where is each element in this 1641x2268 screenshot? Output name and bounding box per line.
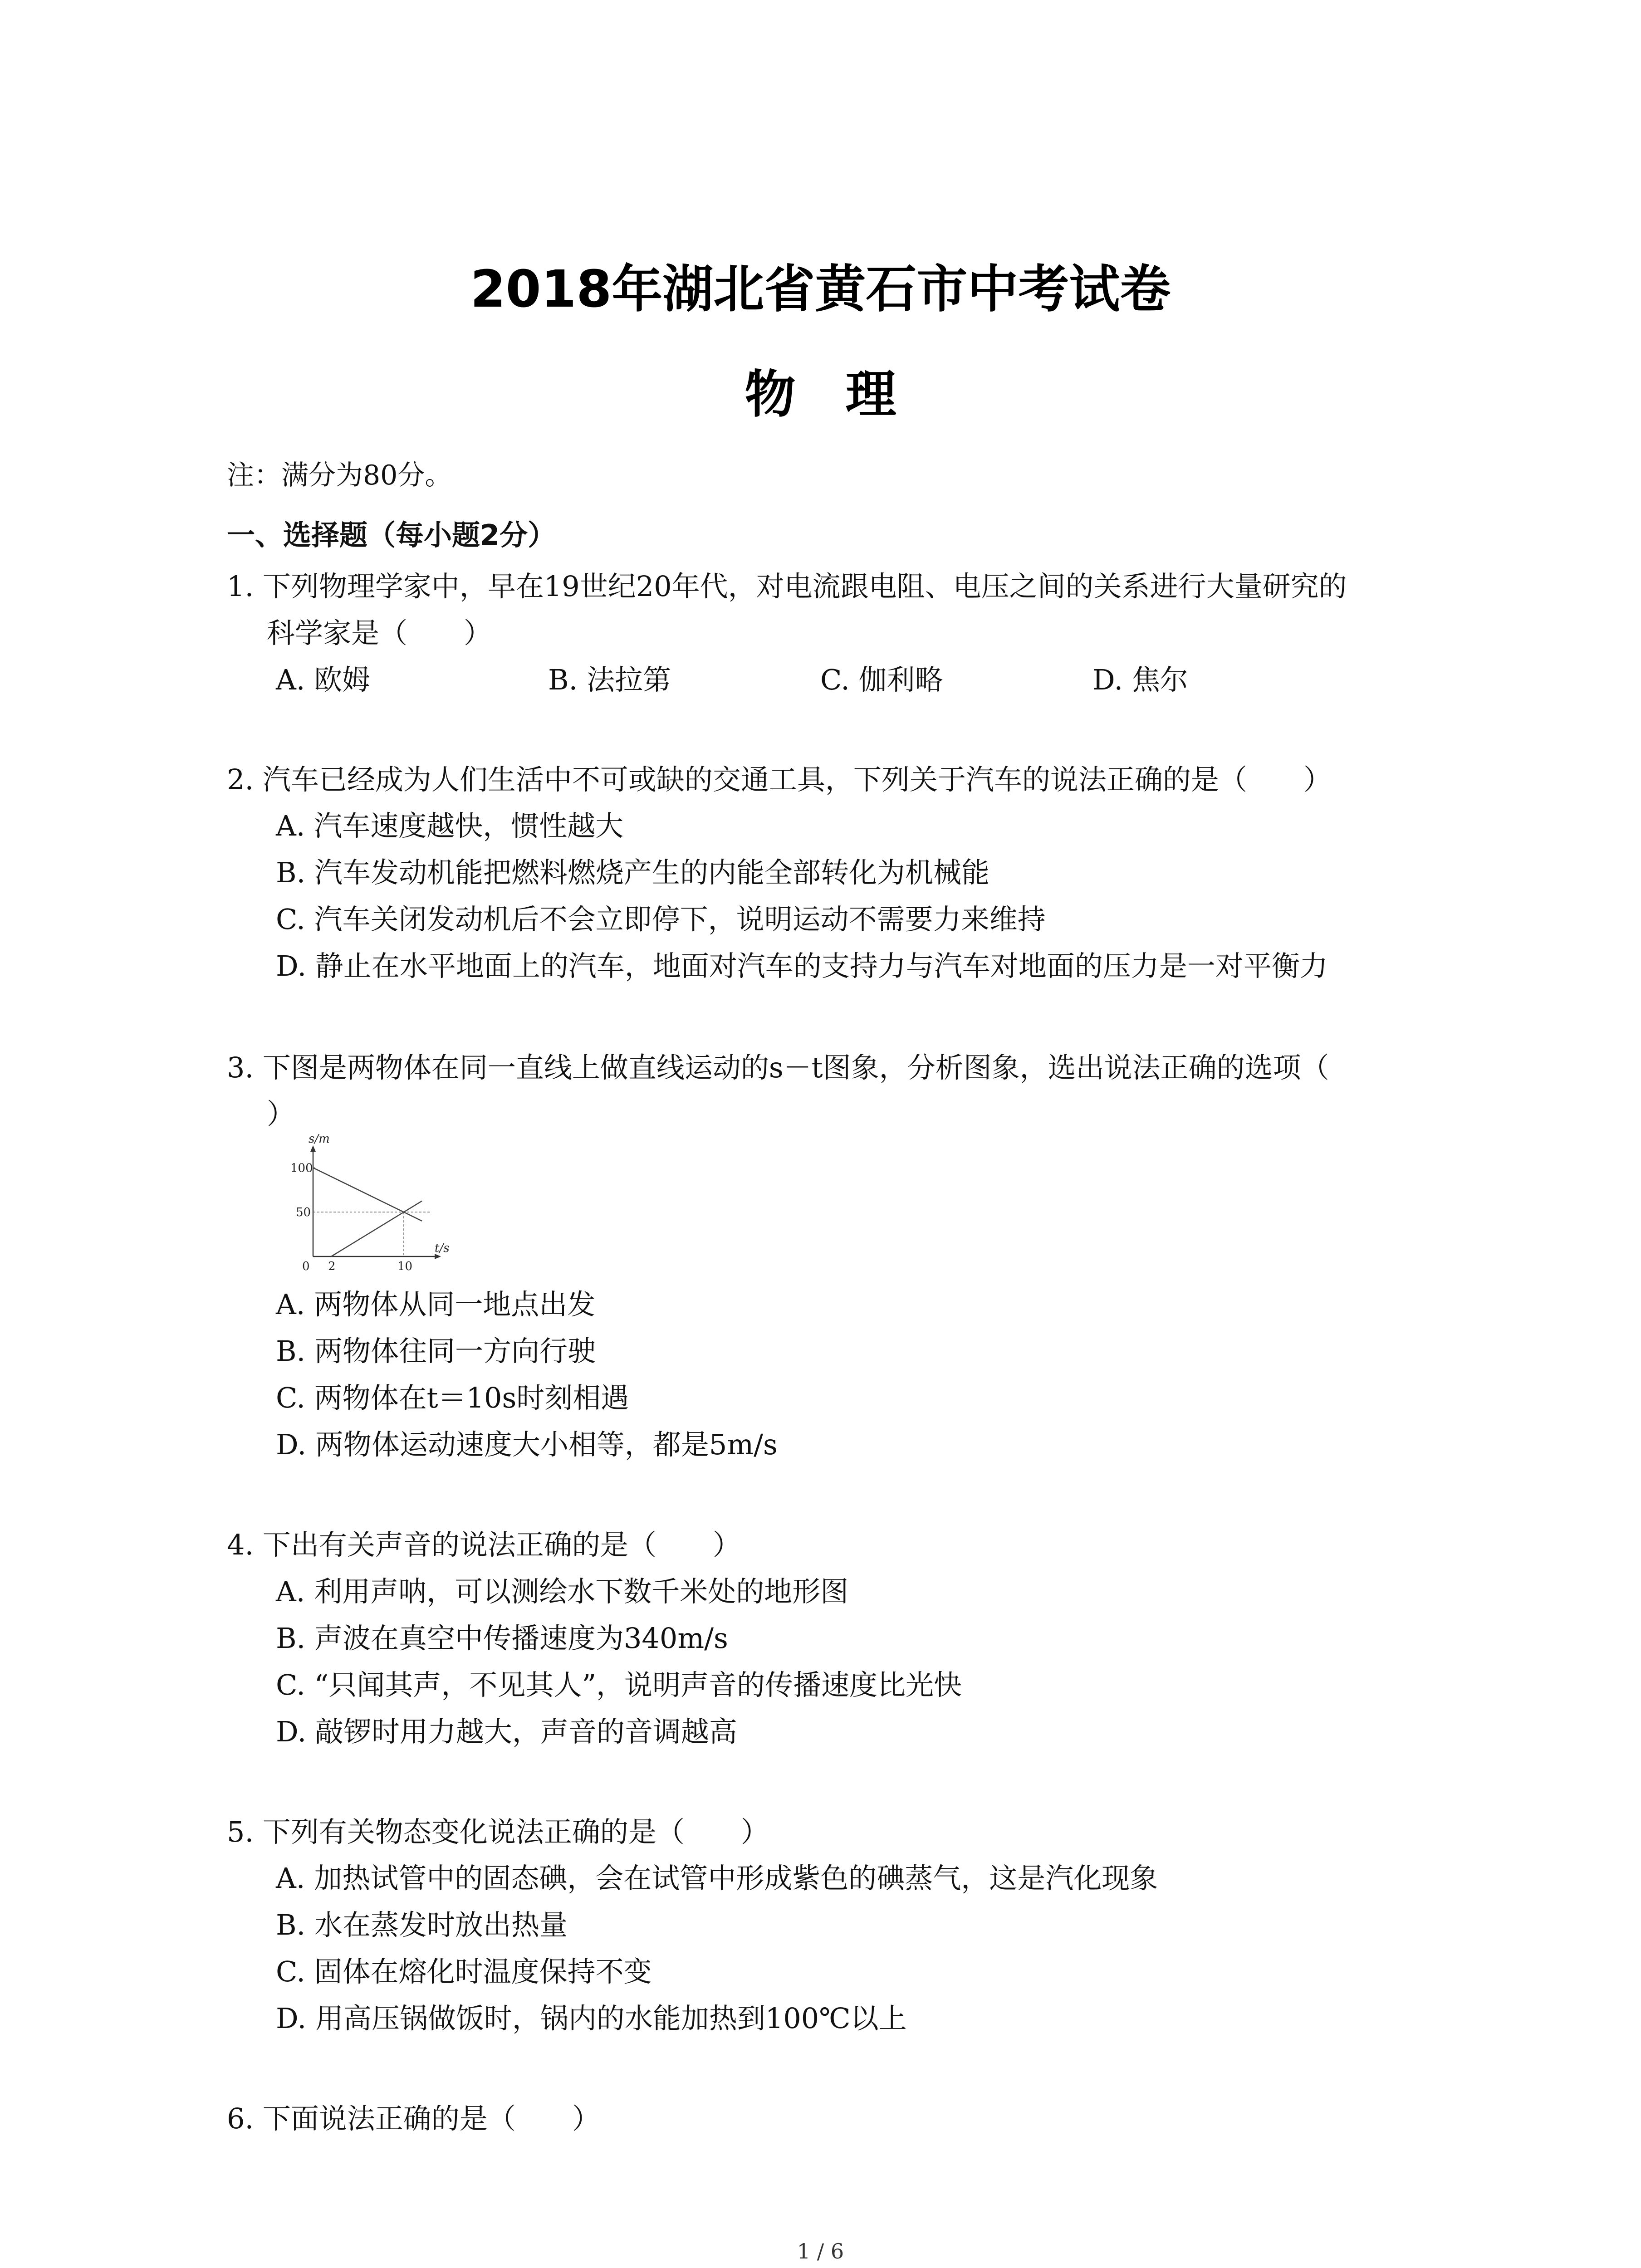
x-axis-label: t/s bbox=[435, 1242, 450, 1255]
q5-option-b: B. 水在蒸发时放出热量 bbox=[276, 1908, 568, 1941]
q2-option-c: C. 汽车关闭发动机后不会立即停下，说明运动不需要力来维持 bbox=[276, 903, 1046, 936]
q2-stem: 2. 汽车已经成为人们生活中不可或缺的交通工具，下列关于汽车的说法正确的是（ ） bbox=[227, 763, 1332, 796]
series-line-1 bbox=[313, 1168, 422, 1221]
q4-option-a: A. 利用声呐，可以测绘水下数千米处的地形图 bbox=[276, 1575, 849, 1608]
x-tick-label: 10 bbox=[397, 1260, 413, 1273]
x-tick-label: 0 bbox=[302, 1260, 310, 1273]
series-line-2 bbox=[331, 1201, 422, 1256]
q5-option-c: C. 固体在熔化时温度保持不变 bbox=[276, 1955, 652, 1988]
y-axis-label: s/m bbox=[309, 1132, 330, 1146]
q1-stem-line1: 1. 下列物理学家中，早在19世纪20年代，对电流跟电阻、电压之间的关系进行大量研究的 bbox=[227, 570, 1347, 603]
q1-option-a: A. 欧姆 bbox=[276, 663, 371, 696]
q1-option-d: D. 焦尔 bbox=[1092, 663, 1188, 696]
st-graph bbox=[289, 1132, 450, 1275]
q5-option-a: A. 加热试管中的固态碘，会在试管中形成紫色的碘蒸气，这是汽化现象 bbox=[276, 1862, 1158, 1895]
exam-title: 2018年湖北省黄石市中考试卷 bbox=[470, 260, 1171, 319]
y-tick-label: 50 bbox=[296, 1206, 311, 1220]
x-tick-label: 2 bbox=[328, 1260, 336, 1273]
section-heading: 一、选择题（每小题2分） bbox=[227, 518, 556, 552]
q5-option-d: D. 用高压锅做饭时，锅内的水能加热到100℃以上 bbox=[276, 2002, 907, 2035]
q1-option-c: C. 伽利略 bbox=[820, 663, 943, 696]
q3-option-c: C. 两物体在t＝10s时刻相遇 bbox=[276, 1381, 629, 1414]
page-number: 1 / 6 bbox=[797, 2239, 844, 2263]
q4-option-b: B. 声波在真空中传播速度为340m/s bbox=[276, 1622, 728, 1655]
q3-option-d: D. 两物体运动速度大小相等，都是5m/s bbox=[276, 1428, 778, 1461]
q4-option-c: C. “只闻其声，不见其人”，说明声音的传播速度比光快 bbox=[276, 1668, 962, 1701]
y-tick-label: 100 bbox=[290, 1161, 313, 1175]
q3-option-b: B. 两物体往同一方向行驶 bbox=[276, 1334, 596, 1368]
q2-option-b: B. 汽车发动机能把燃料燃烧产生的内能全部转化为机械能 bbox=[276, 856, 989, 889]
q2-option-d: D. 静止在水平地面上的汽车，地面对汽车的支持力与汽车对地面的压力是一对平衡力 bbox=[276, 949, 1328, 982]
q1-stem-line2: 科学家是（ ） bbox=[267, 616, 492, 650]
score-note: 注：满分为80分。 bbox=[227, 459, 452, 491]
q4-option-d: D. 敲锣时用力越大，声音的音调越高 bbox=[276, 1715, 737, 1748]
q3-stem-line2: ） bbox=[267, 1097, 295, 1130]
q1-option-b: B. 法拉第 bbox=[548, 663, 671, 696]
y-axis-arrow bbox=[310, 1145, 316, 1152]
subject-title: 物理 bbox=[745, 365, 946, 424]
q2-option-a: A. 汽车速度越快，惯性越大 bbox=[276, 809, 624, 842]
q3-stem-line1: 3. 下图是两物体在同一直线上做直线运动的s－t图象，分析图象，选出说法正确的选项（ bbox=[227, 1051, 1329, 1084]
q6-stem: 6. 下面说法正确的是（ ） bbox=[227, 2102, 600, 2135]
q4-stem: 4. 下出有关声音的说法正确的是（ ） bbox=[227, 1528, 741, 1561]
q3-option-a: A. 两物体从同一地点出发 bbox=[276, 1288, 596, 1321]
q5-stem: 5. 下列有关物态变化说法正确的是（ ） bbox=[227, 1815, 769, 1848]
